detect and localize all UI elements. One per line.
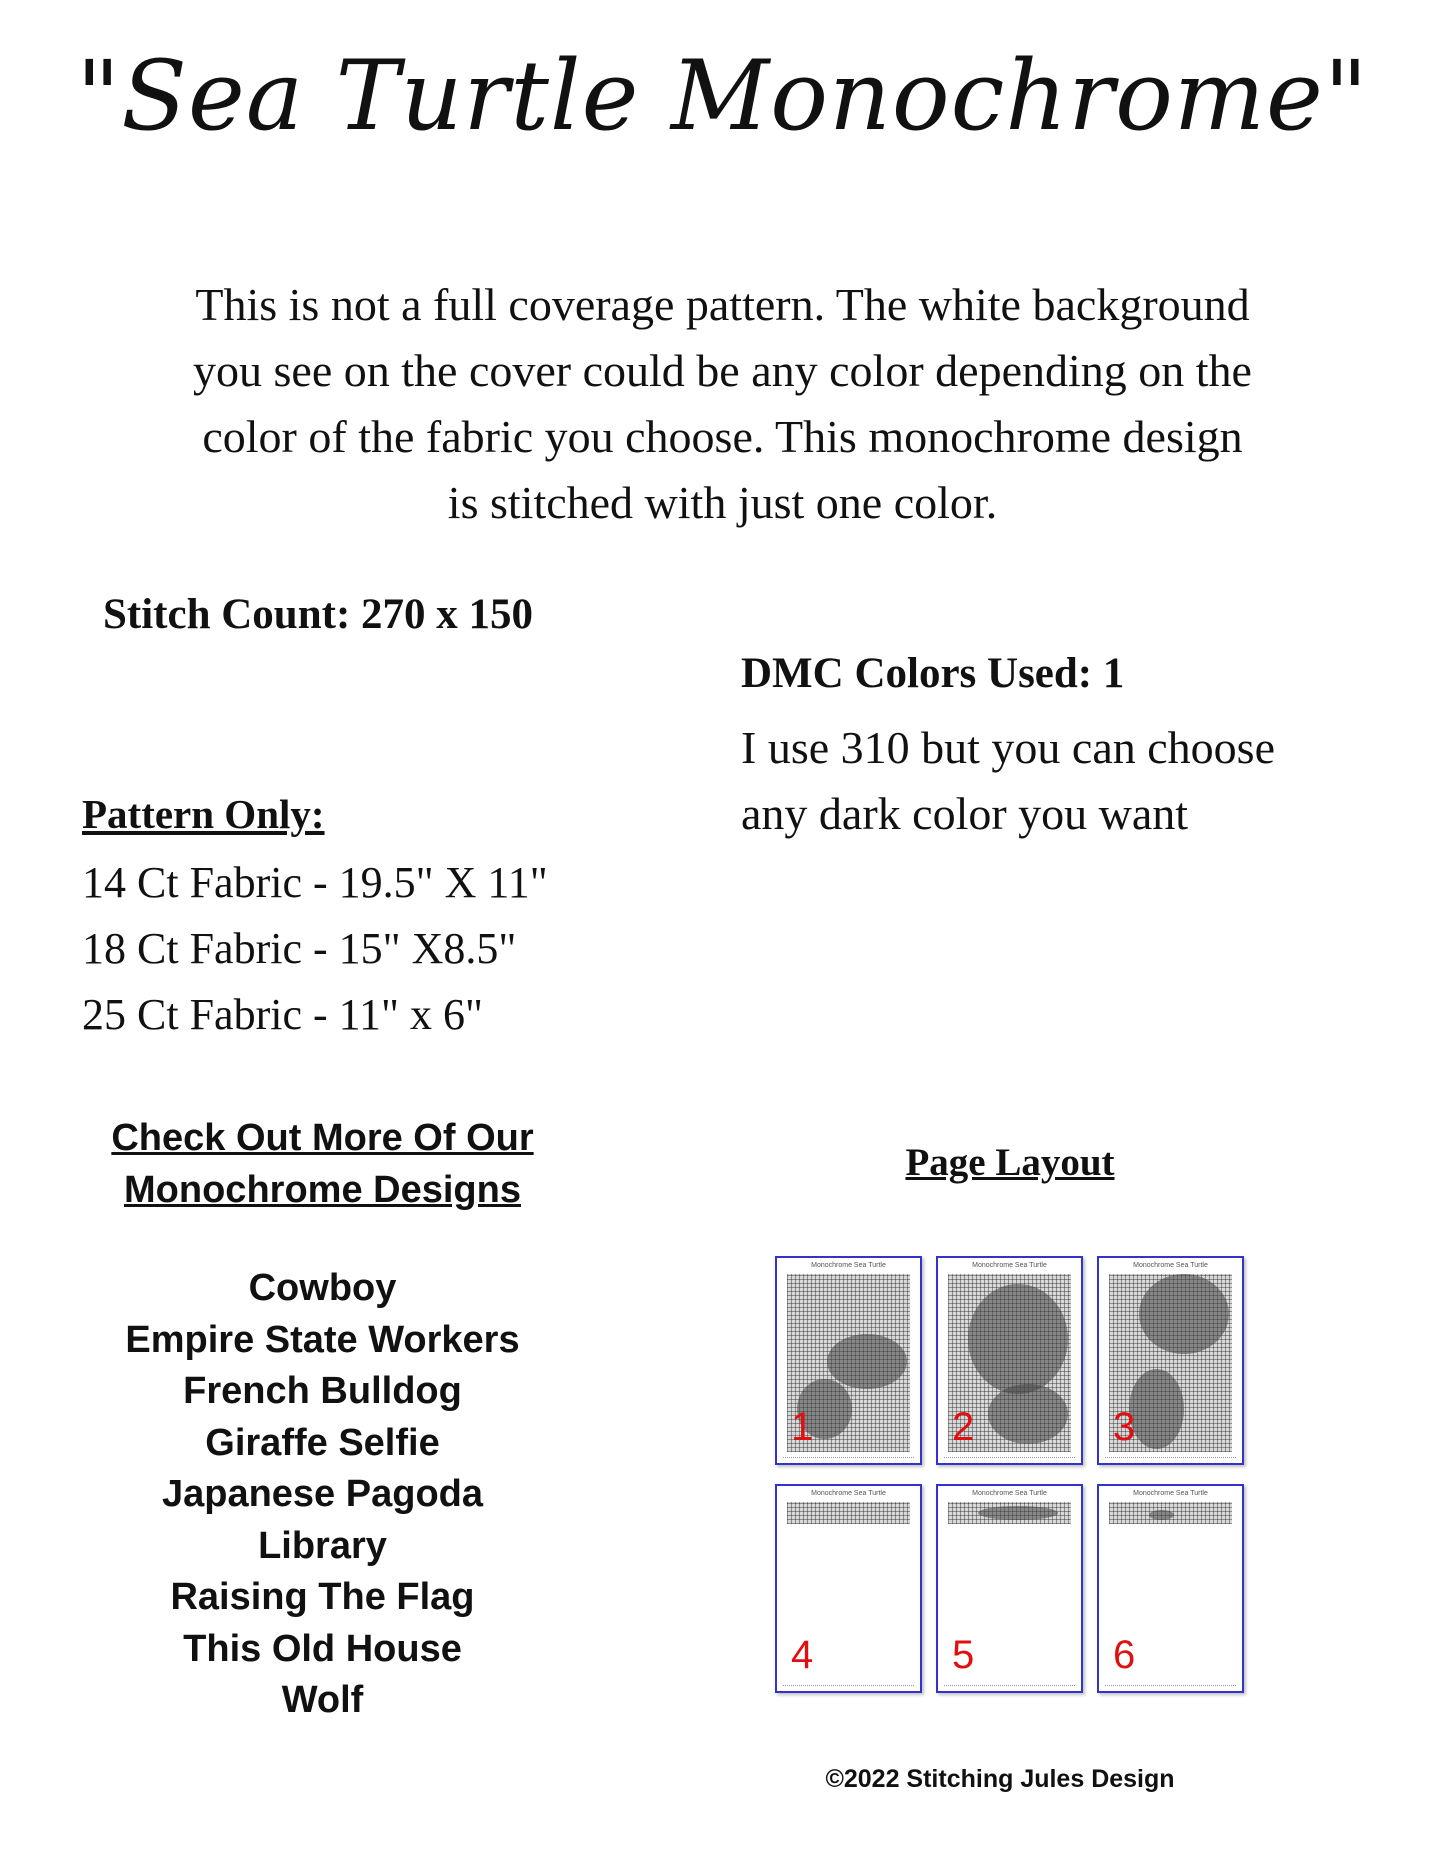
design-item: French Bulldog [183, 1370, 462, 1412]
page-thumbnail-3 [1097, 1256, 1244, 1465]
turtle-flipper-shape [1129, 1369, 1184, 1449]
thumbnail-header: Monochrome Sea Turtle [972, 1262, 1047, 1269]
design-item: Wolf [281, 1679, 364, 1721]
copyright-notice: ©2022 Stitching Jules Design [825, 1765, 1175, 1793]
thumbnail-footer [1105, 1685, 1236, 1688]
intro-line: color of the fabric you choose. This monochrome design [202, 411, 1243, 462]
fabric-size-item: 18 Ct Fabric - 15" X8.5" [82, 924, 517, 973]
page-number: 2 [952, 1405, 975, 1449]
page-thumbnail-2 [936, 1256, 1083, 1465]
design-item: Empire State Workers [125, 1318, 520, 1361]
turtle-shell-shape [968, 1284, 1068, 1394]
page-thumbnail-4 [775, 1484, 922, 1693]
thumbnail-header: Monochrome Sea Turtle [811, 1490, 886, 1497]
designs-list [60, 1263, 585, 1727]
page-thumbnail-6 [1097, 1484, 1244, 1693]
turtle-shell-shape [1139, 1274, 1229, 1354]
dmc-note-line: any dark color you want [741, 788, 1189, 839]
intro-line: you see on the cover could be any color depending on the [193, 345, 1252, 396]
thumbnail-header: Monochrome Sea Turtle [811, 1262, 886, 1269]
more-designs-heading-line: Monochrome Designs [124, 1169, 521, 1211]
page-thumbnail-5 [936, 1484, 1083, 1693]
design-item: Library [258, 1524, 387, 1567]
page-number: 1 [791, 1405, 814, 1449]
chart-grid [787, 1502, 910, 1524]
page-number: 4 [791, 1633, 814, 1677]
more-designs-heading-line: Check Out More Of Our [111, 1117, 534, 1159]
intro-line: This is not a full coverage pattern. The white background [195, 279, 1250, 330]
thumbnail-footer [783, 1457, 914, 1460]
turtle-body-shape [988, 1384, 1068, 1444]
fabric-size-list [82, 850, 548, 1048]
thumbnail-header: Monochrome Sea Turtle [1133, 1490, 1208, 1497]
thumbnail-header: Monochrome Sea Turtle [972, 1490, 1047, 1497]
chart-grid [948, 1502, 1071, 1524]
intro-text [130, 272, 1315, 536]
chart-grid [1109, 1502, 1232, 1524]
design-item: This Old House [183, 1627, 462, 1670]
page-layout-heading: Page Layout [905, 1141, 1115, 1184]
more-designs-heading [60, 1112, 585, 1216]
pattern-only-heading: Pattern Only: [82, 791, 325, 837]
dmc-note-line: I use 310 but you can choose [741, 722, 1275, 773]
thumbnail-footer [1105, 1457, 1236, 1460]
thumbnail-header: Monochrome Sea Turtle [1133, 1262, 1208, 1269]
fabric-size-item: 25 Ct Fabric - 11" x 6" [82, 990, 483, 1039]
page-number: 5 [952, 1633, 975, 1677]
turtle-flipper-shape [827, 1334, 907, 1389]
design-item: Cowboy [248, 1267, 397, 1309]
page-title: "Sea Turtle Monochrome" [76, 40, 1369, 152]
intro-line: is stitched with just one color. [447, 477, 998, 528]
fabric-size-item: 14 Ct Fabric - 19.5" X 11" [82, 858, 548, 907]
design-item: Japanese Pagoda [161, 1473, 484, 1515]
thumbnail-footer [944, 1457, 1075, 1460]
turtle-fragment-shape [1149, 1510, 1174, 1520]
dmc-colors-title: DMC Colors Used: 1 [741, 650, 1125, 697]
page-number: 3 [1113, 1405, 1136, 1449]
thumbnail-footer [944, 1685, 1075, 1688]
thumbnail-footer [783, 1685, 914, 1688]
page-number: 6 [1113, 1633, 1136, 1677]
stitch-count: Stitch Count: 270 x 150 [103, 591, 534, 638]
page-thumbnail-1 [775, 1256, 922, 1465]
turtle-fragment-shape [978, 1506, 1058, 1520]
dmc-colors-note [741, 715, 1341, 847]
design-item: Giraffe Selfie [205, 1421, 440, 1464]
design-item: Raising The Flag [170, 1576, 475, 1618]
